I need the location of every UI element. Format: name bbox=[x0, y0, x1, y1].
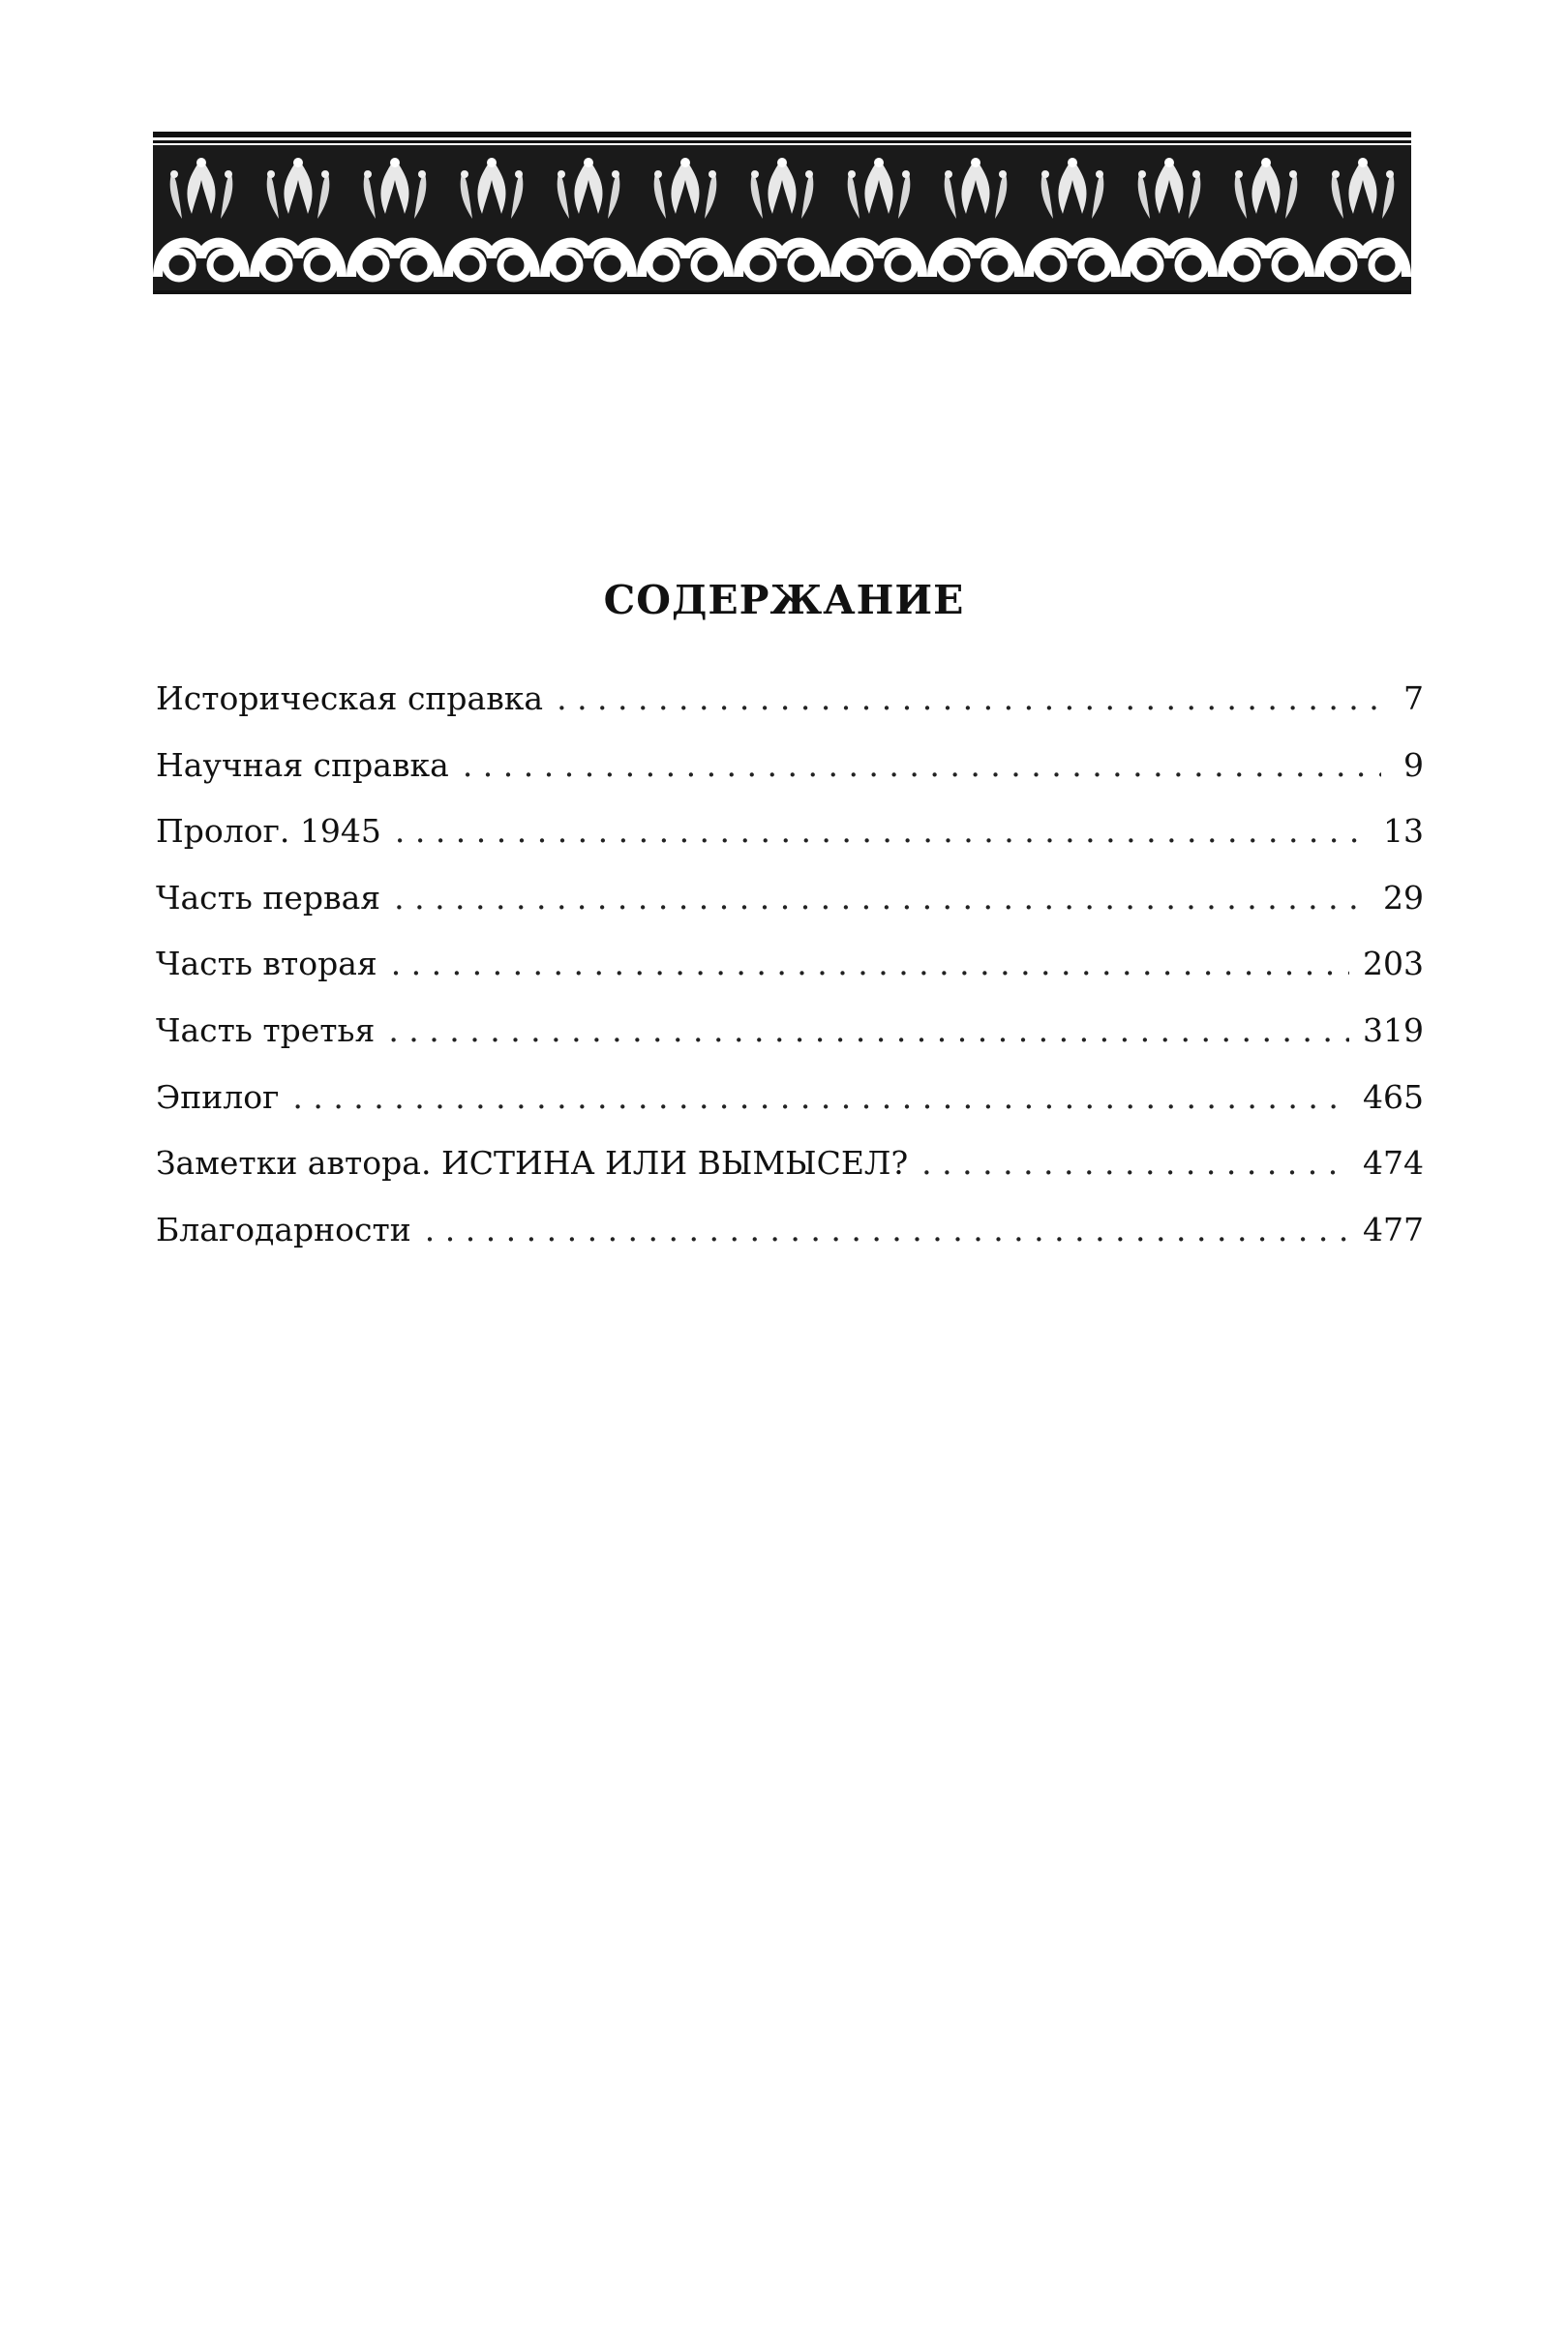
table-of-contents bbox=[156, 679, 1424, 1277]
dot-leader bbox=[388, 1011, 1349, 1049]
list-item[interactable] bbox=[156, 746, 1424, 813]
toc-entry-page: 9 bbox=[1403, 745, 1424, 784]
toc-entry-page: 203 bbox=[1363, 945, 1424, 983]
toc-entry-page: 465 bbox=[1363, 1077, 1424, 1116]
dot-leader bbox=[557, 679, 1381, 717]
list-item[interactable] bbox=[156, 1211, 1424, 1278]
toc-entry-label: Научная справка bbox=[156, 745, 449, 784]
dot-leader bbox=[394, 879, 1370, 917]
toc-entry-page: 474 bbox=[1363, 1144, 1424, 1183]
toc-entry-label: Пролог. 1945 bbox=[156, 812, 381, 851]
toc-entry-label: Заметки автора. ИСТИНА ИЛИ ВЫМЫСЕЛ? bbox=[156, 1144, 909, 1183]
toc-entry-page: 7 bbox=[1403, 679, 1424, 717]
dot-leader bbox=[921, 1144, 1349, 1182]
toc-entry-page: 13 bbox=[1383, 812, 1424, 851]
dot-leader bbox=[391, 945, 1349, 982]
list-item[interactable] bbox=[156, 679, 1424, 746]
dot-leader bbox=[292, 1078, 1349, 1116]
toc-entry-page: 477 bbox=[1363, 1210, 1424, 1248]
toc-entry-label: Эпилог bbox=[156, 1077, 280, 1116]
dot-leader bbox=[395, 812, 1370, 850]
page-title: СОДЕРЖАНИЕ bbox=[603, 577, 965, 623]
dot-leader bbox=[463, 746, 1381, 784]
list-item[interactable] bbox=[156, 945, 1424, 1011]
decorative-border-ornament bbox=[153, 132, 1411, 296]
toc-entry-label: Часть третья bbox=[156, 1010, 376, 1049]
list-item[interactable] bbox=[156, 1144, 1424, 1211]
dot-leader bbox=[425, 1211, 1349, 1248]
list-item[interactable] bbox=[156, 1011, 1424, 1078]
toc-entry-label: Часть вторая bbox=[156, 945, 377, 983]
list-item[interactable] bbox=[156, 879, 1424, 946]
toc-entry-label: Историческая справка bbox=[156, 679, 544, 717]
list-item[interactable] bbox=[156, 1078, 1424, 1145]
toc-entry-label: Благодарности bbox=[156, 1210, 411, 1248]
toc-entry-label: Часть первая bbox=[156, 878, 381, 917]
toc-entry-page: 29 bbox=[1383, 878, 1424, 917]
toc-entry-page: 319 bbox=[1363, 1010, 1424, 1049]
list-item[interactable] bbox=[156, 812, 1424, 879]
ornament-graphic bbox=[153, 132, 1411, 296]
